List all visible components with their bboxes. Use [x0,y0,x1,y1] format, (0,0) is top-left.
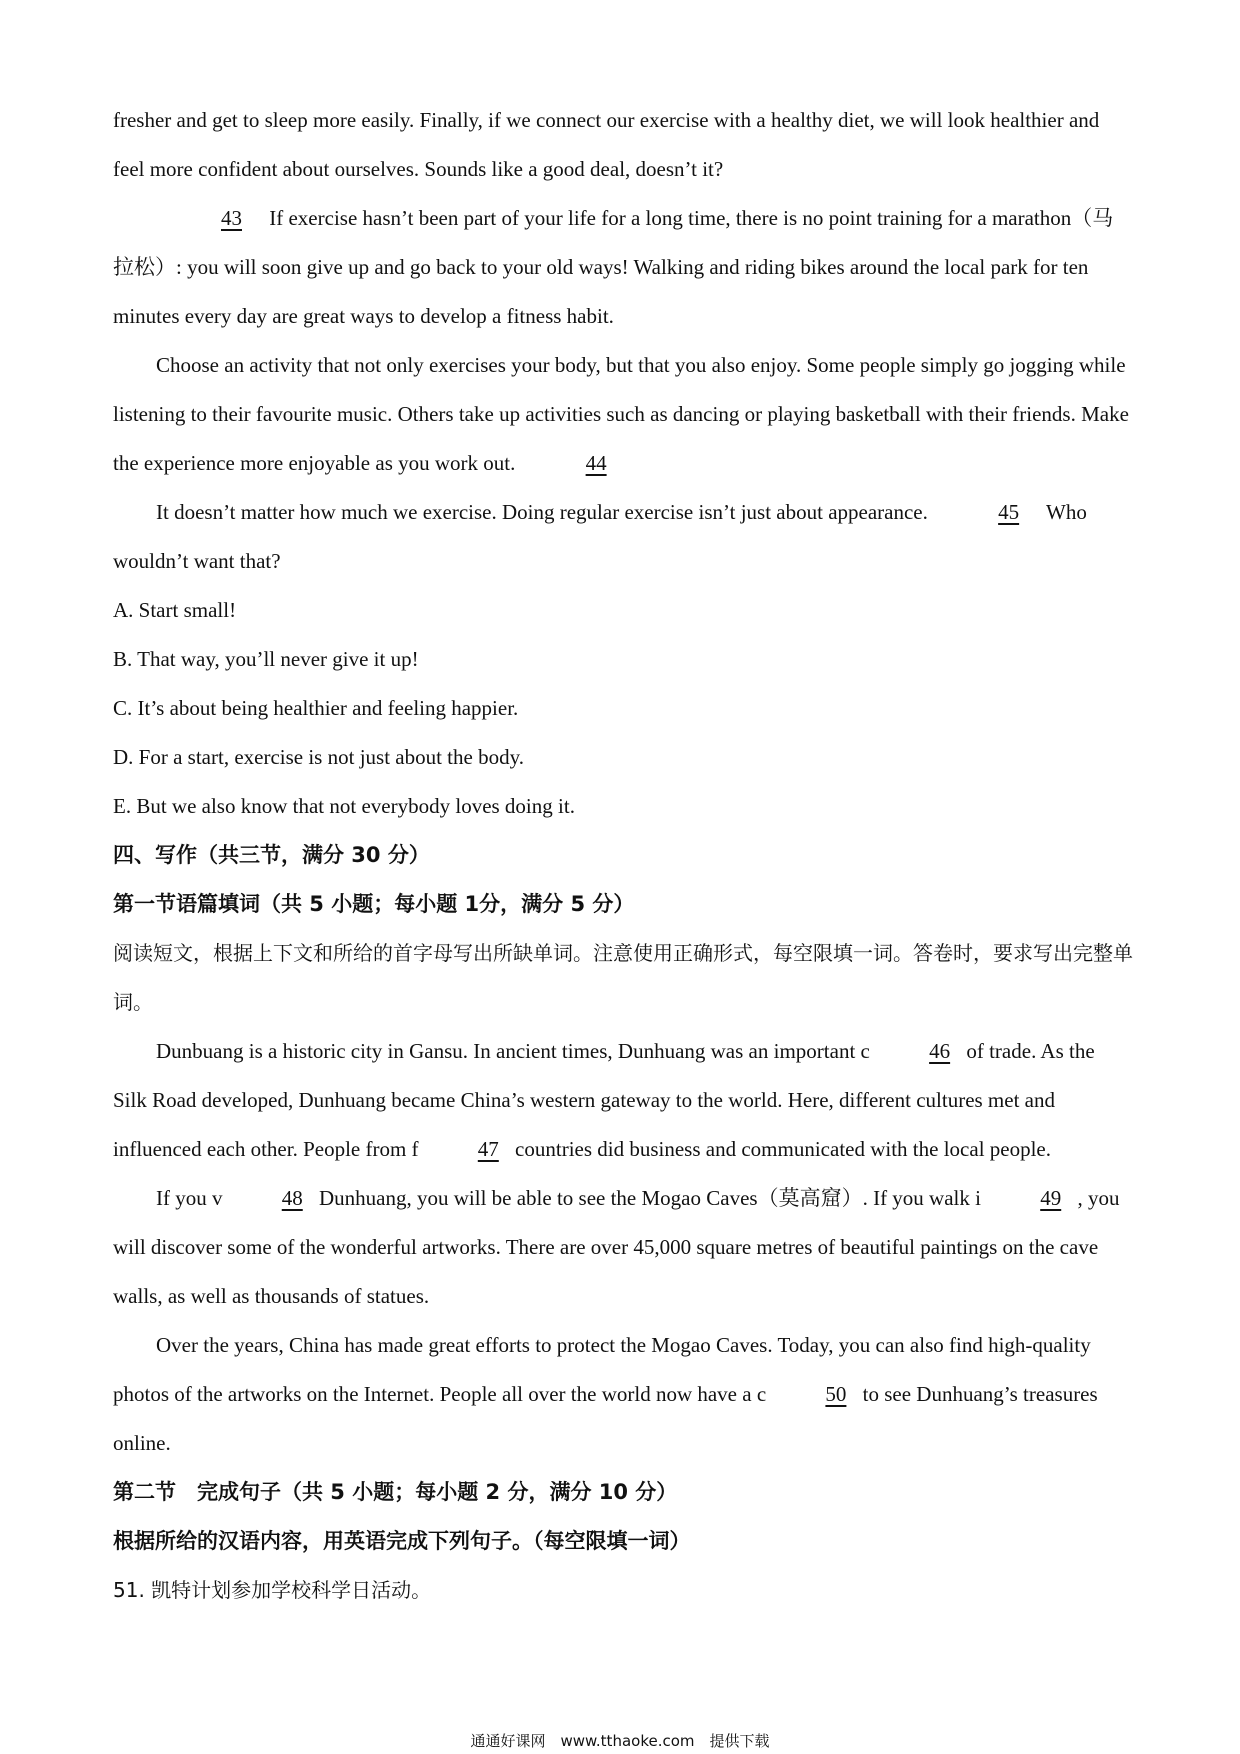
passage-paragraph-2 [113,194,1133,341]
dunhuang-p3-text-b: to see Dunhuang’s treasures online. [113,1382,1098,1455]
blank-47: 47 [477,1137,499,1161]
dunhuang-p3-text-a: Over the years, China has made great efforts to protect the Mogao Caves. Today, you can also find high-quality photos of the artworks on the Internet. People all over the world now have a c [113,1333,1091,1406]
part2-instructions: 根据所给的汉语内容，用英语完成下列句子。（每空限填一词） [113,1529,691,1553]
blank-44: 44 [585,451,607,475]
paragraph-4-end: Who wouldn’t want that? [113,500,1087,573]
blank-46: 46 [929,1039,951,1063]
paragraph-2-text: If exercise hasn’t been part of your life for a long time, there is no point training for a marathon（马拉松）: you will soon give up and go back to your old ways! Walking and riding bikes around the local park for ten minutes every day are great ways to develop a fitness habit. [113,206,1114,328]
section-heading-writing: 四、写作（共三节，满分 30 分） [113,843,430,867]
part1-heading: 第一节语篇填词（共 5 小题；每小题 1分，满分 5 分） [113,892,635,916]
page-footer: 通通好课网 www.tthaoke.com 提供下载 [470,1732,770,1750]
part1-instructions: 阅读短文，根据上下文和所给的首字母写出所缺单词。注意使用正确形式，每空限填一词。答卷时，要求写出完整单词。 [113,941,1133,1014]
dunhuang-p2-text-a: If you v [156,1186,228,1210]
passage-paragraph-1: fresher and get to sleep more easily. Finally, if we connect our exercise with a healthy diet, we will look healthier and feel more confident about ourselves. Sounds like a good deal, doesn’t it? [113,108,1100,181]
option-a: A. Start small! [113,598,237,622]
option-b: B. That way, you’ll never give it up! [113,647,419,671]
part2-heading: 第二节 完成句子（共 5 小题；每小题 2 分，满分 10 分） [113,1480,678,1504]
blank-45: 45 [998,500,1020,524]
dunhuang-p1-text-b: of trade. As the Silk Road developed, Dunhuang became China’s western gateway to the world. Here, different cultures met and influenced each other. People from f [113,1039,1095,1161]
paragraph-4-text: It doesn’t matter how much we exercise. Doing regular exercise isn’t just about appearance. [156,500,934,524]
page-content [113,96,1133,1615]
dunhuang-p2-text-b: Dunhuang, you will be able to see the Mogao Caves（莫高窟）. If you walk i [313,1186,987,1210]
blank-48: 48 [281,1186,303,1210]
dunhuang-paragraph-1 [113,1027,1133,1174]
passage-paragraph-4 [113,488,1133,586]
dunhuang-p1-text-a: Dunbuang is a historic city in Gansu. In ancient times, Dunhuang was an important c [156,1039,876,1063]
passage-paragraph-3 [113,341,1133,488]
option-d: D. For a start, exercise is not just about the body. [113,745,524,769]
dunhuang-paragraph-2 [113,1174,1133,1321]
dunhuang-paragraph-3 [113,1321,1133,1468]
blank-50: 50 [825,1382,847,1406]
question-51: 51. 凯特计划参加学校科学日活动。 [113,1578,432,1602]
dunhuang-p1-text-c: countries did business and communicated with the local people. [509,1137,1051,1161]
blank-43: 43 [221,206,242,230]
blank-49: 49 [1040,1186,1062,1210]
dunhuang-p2-text-c: , you will discover some of the wonderful artworks. There are over 45,000 square metres of beautiful paintings on the cave walls, as well as thousands of statues. [113,1186,1120,1308]
option-c: C. It’s about being healthier and feeling happier. [113,696,519,720]
option-e: E. But we also know that not everybody loves doing it. [113,794,575,818]
paragraph-3-text: Choose an activity that not only exercises your body, but that you also enjoy. Some people simply go jogging while listening to their favourite music. Others take up activities such as dancing or playing basketball with their friends. Make the experience more enjoyable as you work out. [113,353,1129,475]
